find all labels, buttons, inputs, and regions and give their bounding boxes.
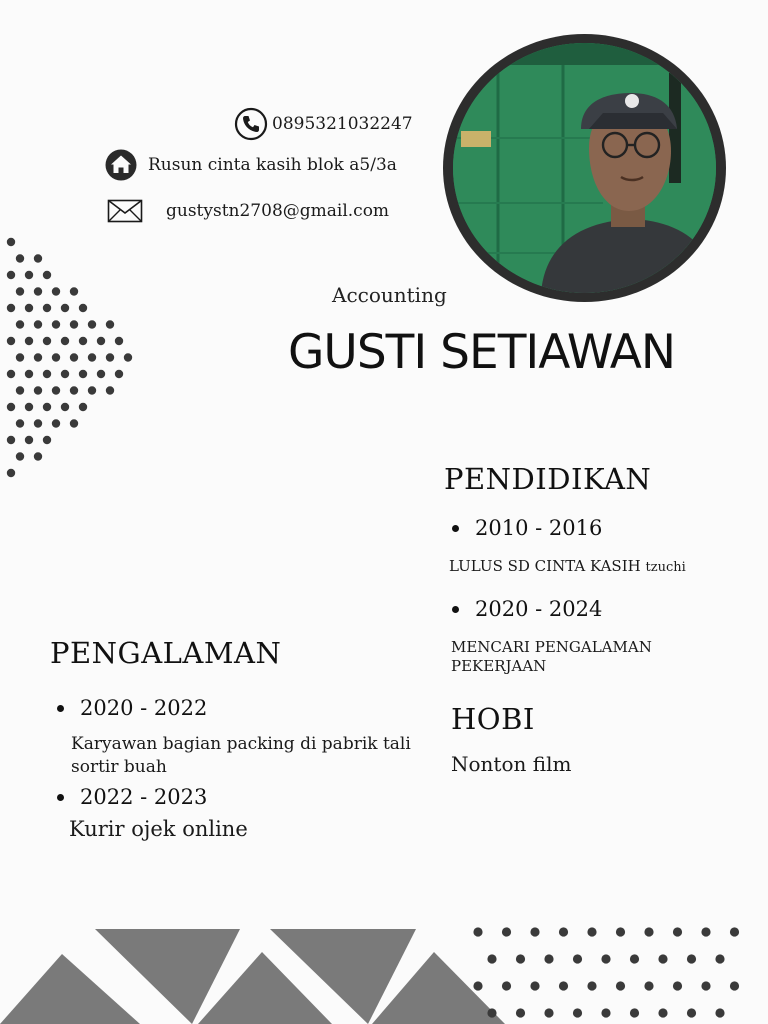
hobby-text: Nonton film: [451, 752, 572, 776]
decorative-dot: [644, 927, 653, 936]
decorative-dot: [61, 337, 69, 345]
triangle-up-1: [0, 954, 140, 1024]
decorative-dot: [630, 954, 639, 963]
decorative-dot: [43, 337, 51, 345]
education-item-1-years-row: [452, 516, 602, 540]
decorative-dot: [70, 287, 78, 295]
decorative-dot: [587, 981, 596, 990]
decorative-dot: [544, 954, 553, 963]
education-heading: PENDIDIKAN: [444, 462, 652, 496]
decorative-dot: [644, 981, 653, 990]
email-text: gustystn2708@gmail.com: [166, 201, 390, 221]
decorative-dot: [52, 320, 60, 328]
education-item-1-years: 2010 - 2016: [475, 516, 603, 540]
decorative-dot: [16, 353, 24, 361]
decorative-dot: [473, 927, 482, 936]
decorative-dot: [687, 954, 696, 963]
hobby-heading: HOBI: [451, 702, 535, 736]
full-name: GUSTI SETIAWAN: [288, 325, 676, 380]
decorative-dot: [7, 436, 15, 444]
decorative-dot: [16, 386, 24, 394]
experience-item-2-years: 2022 - 2023: [80, 785, 208, 809]
decorative-dot: [16, 254, 24, 262]
decorative-dot: [701, 981, 710, 990]
decorative-dot: [115, 370, 123, 378]
decorative-dot: [7, 304, 15, 312]
decorative-dot: [43, 436, 51, 444]
experience-heading: PENGALAMAN: [50, 636, 282, 670]
decorative-dot: [34, 452, 42, 460]
decorative-dot: [52, 419, 60, 427]
decorative-dot: [88, 320, 96, 328]
decorative-dot: [43, 304, 51, 312]
decorative-dot: [61, 370, 69, 378]
decorative-dot: [43, 403, 51, 411]
decorative-dot: [97, 337, 105, 345]
experience-item-1-description: Karyawan bagian packing di pabrik tali sortir buah: [71, 734, 411, 777]
phone-icon: [234, 107, 268, 141]
decorative-dot: [16, 419, 24, 427]
bullet-icon: [452, 606, 459, 613]
decorative-dot: [559, 927, 568, 936]
decorative-dot: [7, 271, 15, 279]
decorative-dot: [502, 981, 511, 990]
decorative-dot: [487, 954, 496, 963]
decorative-dot: [43, 370, 51, 378]
decorative-dot: [25, 304, 33, 312]
decorative-dot: [106, 320, 114, 328]
triangle-decoration: [0, 926, 520, 1024]
decorative-dot: [573, 1008, 582, 1017]
decorative-dot: [7, 337, 15, 345]
education-item-2-years-row: [452, 597, 602, 621]
education-item-2-description: MENCARI PENGALAMAN PEKERJAAN: [451, 638, 652, 675]
decorative-dot: [34, 320, 42, 328]
decorative-dot: [61, 304, 69, 312]
address-text: Rusun cinta kasih blok a5/3a: [148, 155, 397, 175]
decorative-dot: [687, 1008, 696, 1017]
decorative-dot: [25, 370, 33, 378]
education-item-1-suffix: tzuchi: [645, 560, 686, 575]
dot-pattern-bottom: [462, 920, 752, 1024]
decorative-dot: [730, 981, 739, 990]
decorative-dot: [115, 337, 123, 345]
decorative-dot: [70, 320, 78, 328]
decorative-dot: [34, 287, 42, 295]
decorative-dot: [530, 927, 539, 936]
education-item-2-years: 2020 - 2024: [475, 597, 603, 621]
address-row: [104, 148, 397, 182]
decorative-dot: [52, 353, 60, 361]
job-title: Accounting: [332, 283, 447, 307]
experience-item-2-description: Kurir ojek online: [69, 817, 248, 841]
bullet-icon: [57, 794, 64, 801]
decorative-dot: [7, 238, 15, 246]
decorative-dot: [616, 927, 625, 936]
decorative-dot: [502, 927, 511, 936]
decorative-dot: [559, 981, 568, 990]
dot-pattern-left: [0, 232, 145, 497]
bullet-icon: [452, 525, 459, 532]
decorative-dot: [79, 304, 87, 312]
decorative-dot: [106, 386, 114, 394]
phone-row: [234, 107, 413, 141]
experience-item-1-years-row: [57, 696, 207, 720]
profile-photo: [453, 43, 716, 293]
decorative-dot: [70, 353, 78, 361]
mail-icon: [107, 199, 143, 223]
decorative-dot: [34, 254, 42, 262]
decorative-dot: [7, 469, 15, 477]
decorative-dot: [43, 271, 51, 279]
phone-number: 0895321032247: [272, 114, 413, 134]
decorative-dot: [34, 419, 42, 427]
decorative-dot: [79, 403, 87, 411]
decorative-dot: [16, 287, 24, 295]
decorative-dot: [70, 386, 78, 394]
decorative-dot: [601, 954, 610, 963]
decorative-dot: [587, 927, 596, 936]
education-item-1-text: LULUS SD CINTA KASIH: [449, 557, 641, 575]
decorative-dot: [106, 353, 114, 361]
decorative-dot: [16, 320, 24, 328]
decorative-dot: [25, 337, 33, 345]
decorative-dot: [673, 927, 682, 936]
decorative-dot: [573, 954, 582, 963]
decorative-dot: [530, 981, 539, 990]
decorative-dot: [715, 1008, 724, 1017]
decorative-dot: [88, 386, 96, 394]
education-item-1-description: [449, 557, 686, 577]
decorative-dot: [730, 927, 739, 936]
decorative-dot: [658, 1008, 667, 1017]
decorative-dot: [7, 403, 15, 411]
decorative-dot: [658, 954, 667, 963]
decorative-dot: [124, 353, 132, 361]
experience-item-1-years: 2020 - 2022: [80, 696, 208, 720]
decorative-dot: [61, 403, 69, 411]
decorative-dot: [52, 386, 60, 394]
decorative-dot: [79, 337, 87, 345]
decorative-dot: [701, 927, 710, 936]
decorative-dot: [97, 370, 105, 378]
decorative-dot: [673, 981, 682, 990]
decorative-dot: [7, 370, 15, 378]
decorative-dot: [616, 981, 625, 990]
decorative-dot: [52, 287, 60, 295]
decorative-dot: [25, 403, 33, 411]
decorative-dot: [25, 436, 33, 444]
bullet-icon: [57, 705, 64, 712]
decorative-dot: [16, 452, 24, 460]
person-photo-icon: [453, 43, 716, 293]
decorative-dot: [516, 1008, 525, 1017]
decorative-dot: [88, 353, 96, 361]
experience-item-2-years-row: [57, 785, 207, 809]
decorative-dot: [79, 370, 87, 378]
decorative-dot: [34, 353, 42, 361]
decorative-dot: [516, 954, 525, 963]
decorative-dot: [473, 981, 482, 990]
decorative-dot: [544, 1008, 553, 1017]
decorative-dot: [630, 1008, 639, 1017]
decorative-dot: [487, 1008, 496, 1017]
email-row: [107, 199, 389, 223]
decorative-dot: [715, 954, 724, 963]
decorative-dot: [25, 271, 33, 279]
decorative-dot: [34, 386, 42, 394]
decorative-dot: [70, 419, 78, 427]
decorative-dot: [601, 1008, 610, 1017]
home-icon: [104, 148, 138, 182]
